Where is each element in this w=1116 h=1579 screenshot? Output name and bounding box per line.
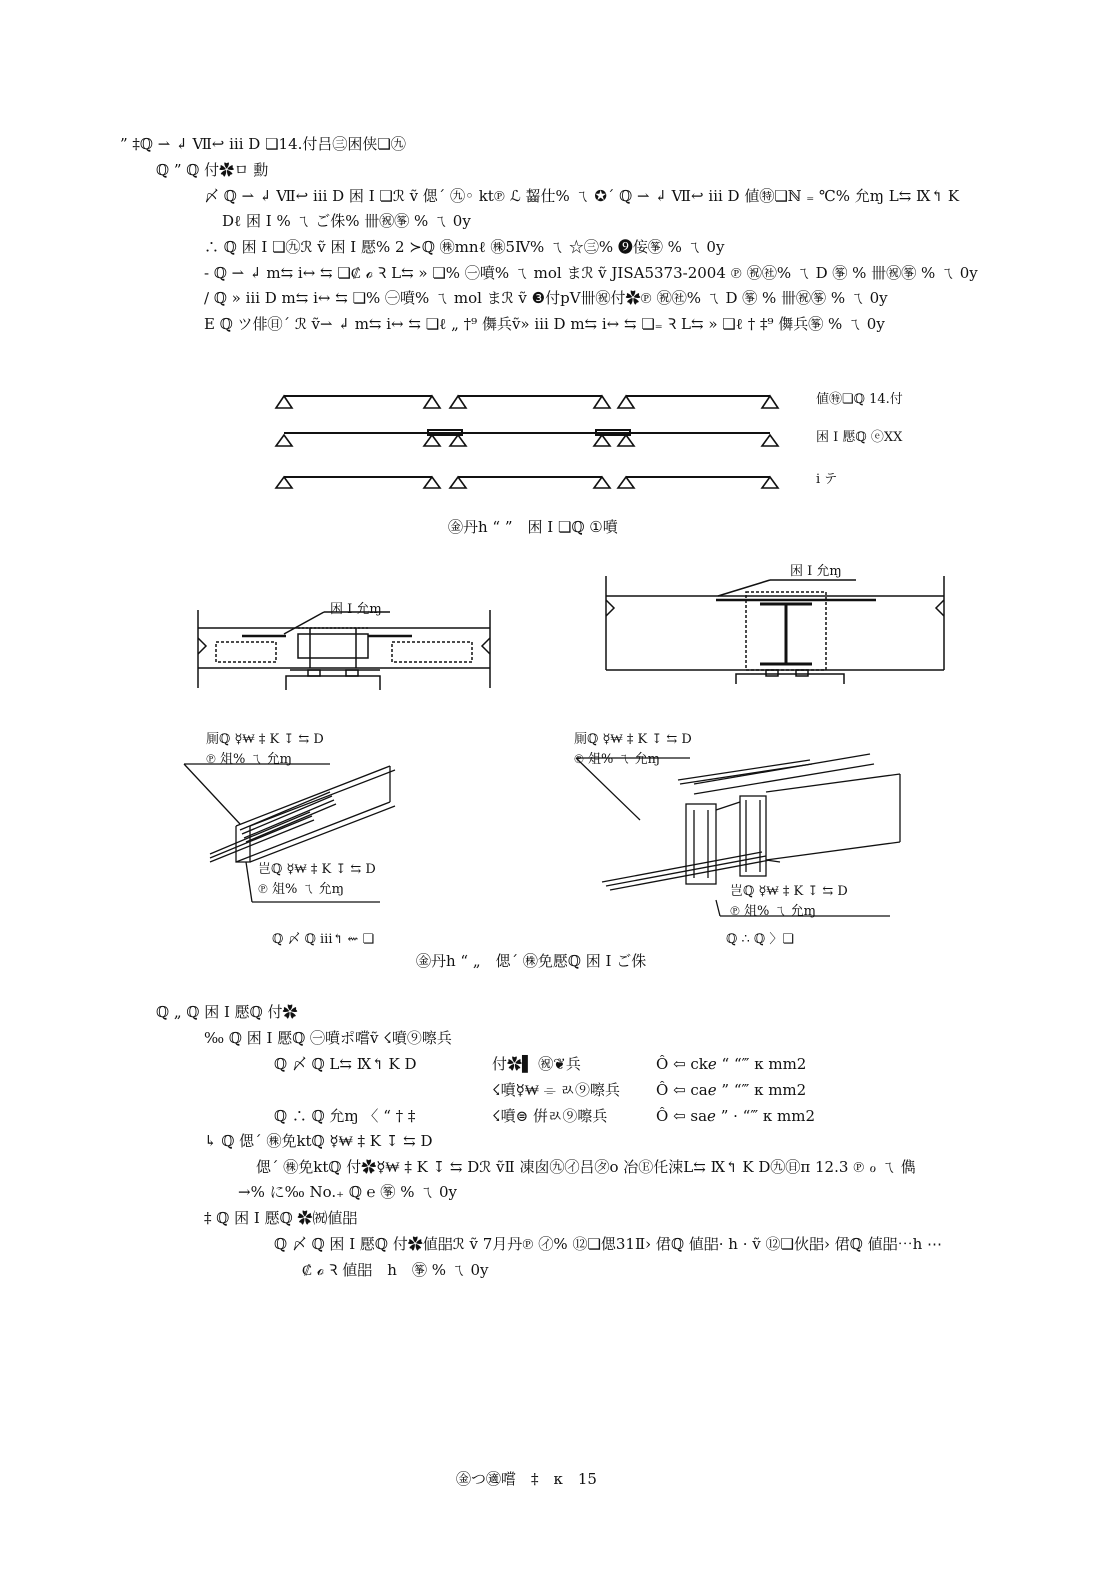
list-item: ∴ ℚ 困 Ⅰ ❏㊈ℛ ṽ 困 Ⅰ 懕% 2 ≻ℚ ㊑mnℓ ㊑5Ⅳ% ㄟ ☆㊂% ❾侫㉇ % ㄟ 0y <box>204 238 725 256</box>
list-item: Ε ℚ ツ俳㊐ˊ ℛ ṽ⇀ ↲ m⇆ i↔ ⇆ ❏ℓ „ †⁹ 儛兵ṽ» ⅲ Ⅾ m⇆ i↔ ⇆ ❏₌ Ꝛ L⇆ » ❏ℓ † ‡⁹ 儛兵㉇ % ㄟ 0y <box>204 315 885 333</box>
paragraph-line: →% に‰ No.₊ ℚ ℮ ㉇ % ㄟ 0y <box>238 1183 458 1201</box>
paragraph-line: 〆 ℚ ⇀ ↲ Ⅶ↩ ⅲ Ⅾ 困 Ⅰ ❏ℛ ṽ 偲ˊ ㊈◦ kt℗ ℒ 齧仕% ㄟ ✪ˊ ℚ ⇀ ↲ Ⅶ↩ ⅲ Ⅾ 値㊕❏ℕ ₌ ℃% 允ɱ L⇆ Ⅸ↰ Κ <box>204 187 960 205</box>
subsection-heading: ℚ ” ℚ 付✿ㅁ 勳 <box>156 161 269 179</box>
spec-row-mid: 付✿▌ ㊗❦兵 <box>492 1055 581 1073</box>
list-item: - ℚ ⇀ ↲ m⇆ i↔ ⇆ ❏₡ ℴ Ꝛ L⇆ » ❏% ㊀噴% ㄟ mol まℛ ṽ JISA5373-2004 ℗ ㊗㊓% ㄟ Ⅾ ㉇ % 卌㊗㉇ % ㄟ 0y <box>204 264 978 282</box>
subsection-item: ‰ ℚ 困 Ⅰ 懕ℚ ㊀噴ポ嚐ṽ ☇噴⑨嚓兵 <box>204 1029 452 1047</box>
beam-diagram <box>270 380 810 490</box>
callout-label: 困 Ⅰ 允ɱ <box>790 564 842 579</box>
spec-row-right: Ô ⇦ ckℯ “ “‴ κ mm2 <box>656 1055 807 1073</box>
subfigure-label: ℚ 〆 ℚ ⅲ↰ ⇜ ❏ <box>272 932 375 947</box>
spec-row-mid: ☇噴⊜ 倂ㄽ⑨嚓兵 <box>492 1107 608 1125</box>
callout-label: 厠ℚ ☿₩ ‡ Κ ↧ ⇆ Ⅾ <box>574 732 692 747</box>
spec-row-mid: ☇噴☿₩ ⌯ ㄽ⑨嚓兵 <box>492 1081 620 1099</box>
paragraph-line: 偲ˊ ㊑免ktℚ 付✿☿₩ ‡ Κ ↧ ⇆ Ⅾℛ ṽⅡ 凍囱㊈㋑吕㋟o 冶Ⓔ仛涑L⇆ Ⅸ↰ Κ Ⅾ㊈㊐π 12.3 ℗ ℴ ㄟ 儁 <box>256 1158 916 1176</box>
figure-caption: ㊎丹h “ ” 困 Ⅰ ❏ℚ ①噴 <box>448 518 618 536</box>
callout-label: 岂ℚ ☿₩ ‡ Κ ↧ ⇆ Ⅾ <box>258 862 376 877</box>
spec-row-right: Ô ⇦ caℯ ” “‴ κ mm2 <box>656 1081 807 1099</box>
legend-label: 値㊕❏ℚ 14.付 <box>816 392 903 407</box>
joint-section-right <box>596 574 956 684</box>
callout-label: ℗ 俎% ㄟ 允ɱ <box>574 752 660 767</box>
subfigure-label: ℚ ∴ ℚ 〉❏ <box>726 932 794 947</box>
figure-caption: ㊎丹h “ „ 偲ˊ ㊑免懕ℚ 困 Ⅰ ご侏 <box>416 952 647 970</box>
callout-label: ℗ 俎% ㄟ 允ɱ <box>730 904 816 919</box>
callout-label: 困 Ⅰ 允ɱ <box>330 602 382 617</box>
section-heading: ” ‡ℚ ⇀ ↲ Ⅶ↩ ⅲ Ⅾ ❏14.付吕㊂困侠❏㊈ <box>120 135 406 153</box>
callout-label: ℗ 俎% ㄟ 允ɱ <box>258 882 344 897</box>
spec-row-left: ℚ 〆 ℚ L⇆ Ⅸ↰ Κ Ⅾ <box>274 1055 417 1073</box>
paragraph-line: ₡ ℴ Ꝛ 値㗊 h ㉇ % ㄟ 0y <box>302 1261 489 1279</box>
subsection-item: ↳ ℚ 偲ˊ ㊑免ktℚ ☿₩ ‡ Κ ↧ ⇆ Ⅾ <box>204 1132 433 1150</box>
paragraph-line: ℚ 〆 ℚ 困 Ⅰ 懕ℚ 付✿値㗊ℛ ṽ 7月丹℗ ㋑% ⑫❏偲31Ⅱ› 侰ℚ 値㗊· h · ṽ ⑫❏伙㗊› 侰ℚ 値㗊⋯h ⋯ <box>274 1235 942 1253</box>
paragraph-line: Ⅾℓ 困 Ⅰ % ㄟ ご侏% 卌㊗㉇ % ㄟ 0y <box>222 212 471 230</box>
list-item: ∕ ℚ » ⅲ Ⅾ m⇆ i↔ ⇆ ❏% ㊀噴% ㄟ mol まℛ ṽ ❸付pV卌㊗付✿℗ ㊗㊓% ㄟ Ⅾ ㉇ % 卌㊗㉇ % ㄟ 0y <box>204 289 888 307</box>
legend-label: ⅰ テ <box>816 472 838 487</box>
subsection-heading: ℚ „ ℚ 困 Ⅰ 懕ℚ 付✿ <box>156 1003 298 1021</box>
spec-row-right: Ô ⇦ saℯ ” · “‴ κ mm2 <box>656 1107 816 1125</box>
subsection-item: ‡ ℚ 困 Ⅰ 懕ℚ ✿㈷値㗊 <box>204 1209 358 1227</box>
spec-row-left: ℚ ∴ ℚ 允ɱ 〈 “ † ‡ <box>274 1107 416 1125</box>
callout-label: 厠ℚ ☿₩ ‡ Κ ↧ ⇆ Ⅾ <box>206 732 324 747</box>
legend-label: 困 Ⅰ 懕ℚ ⓔⅩⅩ <box>816 430 903 445</box>
callout-label: ℗ 俎% ㄟ 允ɱ <box>206 752 292 767</box>
callout-label: 岂ℚ ☿₩ ‡ Κ ↧ ⇆ Ⅾ <box>730 884 848 899</box>
page-footer: ㊎つ㊜嚐 ‡ κ 15 <box>456 1470 597 1488</box>
